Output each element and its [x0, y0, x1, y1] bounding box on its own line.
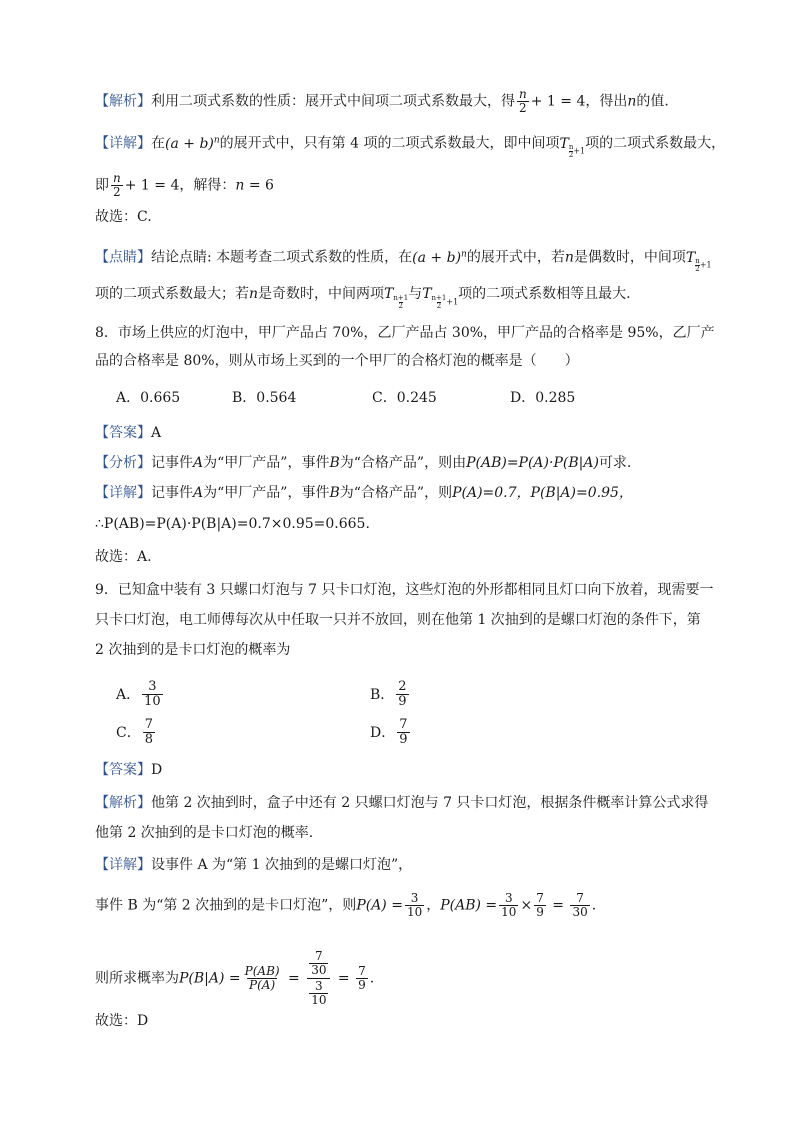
q8-fenxi-text-b: 为“甲厂产品”，事件 [203, 455, 330, 471]
q8-option-d: D．0.285 [510, 390, 576, 406]
q7-dianjing-line: 【点睛】结论点睛: 本题考查二项式系数的性质，在$(a + b)^n$的展开式中，若n是偶数时，中间项T $\frac{n}{2}$ +1 [95, 249, 712, 274]
plus-one-eq-four: + 1 = 4 [124, 177, 180, 194]
period: . [369, 970, 375, 987]
jiexi-tag: 【解析】 [95, 93, 151, 110]
q8-xiangjie-text-b: 为“甲厂产品”，事件 [203, 485, 330, 501]
q7-dianjing-text-b: 的展开式中，若 [466, 249, 565, 266]
q7-jiexi-line: 【解析】利用二项式系数的性质：展开式中间项二项式系数最大，得 $\frac{n}{2}$ + 1 = 4，得出n的值. [95, 87, 669, 115]
q9-final-line [95, 950, 374, 1007]
q9-answer-line [95, 760, 162, 780]
equals-sign: = [547, 897, 569, 914]
q8-answer-value: A [151, 425, 162, 441]
q9-xiangjie-text-1: 设事件 A 为“第 1 次抽到的是螺口灯泡”， [151, 857, 413, 873]
q8-fenxi-line: 【分析】记事件A为“甲厂产品”，事件B为“合格产品”，则由P(AB)=P(A)·P(B|A)可求. [95, 455, 632, 471]
q9-option-b [370, 680, 411, 709]
seven-thirtieths-fraction: $\frac{7}{30}$ [311, 949, 327, 977]
q7-jiexi-text-b: ，得出 [585, 93, 628, 110]
q7-jiexi-text-a: 利用二项式系数的性质：展开式中间项二项式系数最大，得 [151, 93, 515, 110]
comma: ， [426, 897, 441, 914]
q9-stem-2: 只卡口灯泡，电工师傅每次从中任取一只并不放回，则在他第 1 次抽到的是螺口灯泡的条件下，第 [95, 612, 701, 628]
q9-option-c-num: 7 [144, 717, 153, 732]
q7-dianjing-text-a: 结论点睛: 本题考查二项式系数的性质，在 [151, 249, 413, 266]
q9-option-b-label: B． [370, 686, 395, 703]
q9-option-c-fraction [143, 718, 155, 747]
q9-option-a-den: 10 [144, 694, 161, 709]
q8-option-b: B．0.564 [232, 390, 297, 406]
middle-term-T: T $\frac{n}{2}$ +1 [685, 249, 712, 274]
q7-xiangjie-text-c: 项的二项式系数最大， [585, 135, 726, 152]
seven-ninths-fraction: $\frac{7}{9}$ [536, 891, 544, 919]
q9-jiexi-line-2: 他第 2 次抽到的是卡口灯泡的概率. [95, 825, 314, 841]
q8-xiangjie-line: 【详解】记事件A为“甲厂产品”，事件B为“合格产品”，则P(A)=0.7，P(B|A)=0.95， [95, 485, 633, 501]
times-sign: × [520, 897, 533, 914]
q9-option-a-num: 3 [148, 679, 157, 694]
q7-line6-text-c: 与 [408, 286, 423, 302]
q8-fenxi-formula: P(AB)=P(A)·P(B|A) [466, 455, 599, 471]
q8-xiangjie-text-c: 为“合格产品”，则 [339, 485, 453, 501]
pba-expr: P(B|A) = [179, 970, 241, 987]
q9-option-c-label: C． [116, 724, 141, 741]
q9-option-d-den: 9 [399, 732, 408, 747]
q9-option-d-num: 7 [399, 717, 408, 732]
q8-fenxi-text-d: 可求. [598, 455, 632, 471]
n-over-2-fraction: $\frac{n}{2}$ [113, 171, 121, 199]
binomial-expr: $(a + b)^n$ [412, 249, 467, 266]
plus-one-eq-four: + 1 = 4 [530, 93, 586, 110]
q9-option-b-num: 2 [398, 679, 407, 694]
q9-prob-text: 事件 B 为“第 2 次抽到的是卡口灯泡”，则 [95, 897, 357, 914]
q9-stem-1: 9．已知盒中装有 3 只螺口灯泡与 7 只卡口灯泡，这些灯泡的外形都相同且灯口向下放着，现需要一 [95, 582, 714, 598]
q9-option-b-den: 9 [398, 694, 407, 709]
daan-tag: 【答案】 [95, 425, 151, 441]
xiangjie-tag: 【详解】 [95, 485, 151, 501]
dianjing-tag: 【点睛】 [95, 249, 151, 266]
q7-xiangjie-text-b: 的展开式中，只有第 4 项的二项式系数最大，即中间项 [219, 135, 560, 152]
q9-option-a-label: A． [116, 686, 141, 703]
middle-term-T: T $\frac{n}{2}$ +1 [559, 135, 586, 160]
q8-fenxi-text-a: 记事件 [151, 455, 193, 471]
pa-expr: P(A) = [356, 897, 403, 914]
xiangjie-tag: 【详解】 [95, 135, 151, 152]
q9-option-c-den: 8 [144, 732, 153, 747]
q8-answer-line [95, 423, 161, 443]
q7-xiangjie-line [95, 130, 725, 159]
q9-option-d-fraction [397, 718, 409, 747]
q7-solve-line [95, 172, 274, 199]
q7-solve-text-b: ，解得： [179, 177, 236, 194]
period: . [591, 897, 597, 914]
n-over-2-fraction: $\frac{n}{2}$ [519, 87, 527, 115]
fenxi-tag: 【分析】 [95, 455, 151, 471]
n-equals-6: n [235, 177, 245, 194]
q8-fenxi-text-c: 为“合格产品”，则由 [339, 455, 467, 471]
q9-option-a-fraction [142, 680, 163, 709]
q9-xiangjie-line [95, 855, 412, 875]
q9-option-a [116, 680, 165, 709]
q9-prob-line [95, 892, 596, 919]
equals-sign: = [333, 970, 355, 987]
daan-tag: 【答案】 [95, 762, 151, 778]
q7-line6-text-a: 项的二项式系数最大；若 [95, 286, 249, 302]
q9-jiexi-line [95, 793, 708, 813]
q9-jiexi-text-1: 他第 2 次抽到时，盒子中还有 2 只螺口灯泡与 7 只卡口灯泡，根据条件概率计算公式求得 [151, 795, 709, 811]
three-tenths-fraction: $\frac{3}{10}$ [406, 891, 423, 919]
three-tenths-fraction: $\frac{3}{10}$ [501, 891, 517, 919]
q7-dianjing-line-2: 项的二项式系数最大；若n是奇数时，中间两项T $\frac{n+1}{2}$ 与T $\frac{n+1}{2}$ +1项的二项式系数相等且最大. [95, 286, 631, 310]
q9-answer-value: D [151, 762, 163, 778]
q8-option-c: C．0.245 [372, 390, 437, 406]
xiangjie-tag: 【详解】 [95, 857, 151, 873]
q7-xiangjie-text-a: 在 [151, 135, 165, 152]
jiexi-tag: 【解析】 [95, 795, 151, 811]
seven-thirtieths-fraction: $\frac{7}{30}$ [572, 891, 588, 919]
q9-option-d [370, 718, 412, 747]
q9-final-text: 则所求概率为 [95, 970, 179, 987]
q8-xiangjie-text-a: 记事件 [151, 485, 193, 501]
three-tenths-fraction: $\frac{3}{10}$ [311, 979, 327, 1007]
q8-calc-line: ∴P(AB)=P(A)·P(B|A)=0.7×0.95=0.665. [95, 516, 370, 532]
seven-ninths-fraction: $\frac{7}{9}$ [358, 964, 366, 992]
middle-term-T-2: T $\frac{n+1}{2}$ +1 [422, 286, 459, 310]
q7-jiexi-text-c: 的值. [636, 93, 669, 110]
q8-option-a: A．0.665 [116, 390, 181, 406]
binomial-expr: $(a + b)^n$ [165, 135, 220, 152]
q7-answer: 故选：C. [95, 209, 152, 225]
nested-fraction [307, 950, 330, 1007]
q8-stem-1: 8．市场上供应的灯泡中，甲厂产品占 70%，乙厂产品占 30%，甲厂产品的合格率是 95%，乙厂产 [95, 325, 715, 341]
n-value: = 6 [244, 177, 274, 194]
q8-stem-2: 品的合格率是 80%，则从市场上买到的一个甲厂的合格灯泡的概率是（ ） [95, 353, 579, 369]
q9-option-c [116, 718, 157, 747]
q9-stem-3: 2 次抽到的是卡口灯泡的概率为 [95, 642, 291, 658]
equals-sign: = [283, 970, 305, 987]
middle-term-T-1: T $\frac{n+1}{2}$ [384, 286, 409, 310]
q7-line6-text-b: 是奇数时，中间两项 [258, 286, 385, 302]
q7-dianjing-text-c: 是偶数时，中间项 [573, 249, 686, 266]
q8-xiangjie-formula: P(A)=0.7，P(B|A)=0.95， [452, 485, 633, 501]
q9-option-d-label: D． [370, 724, 396, 741]
pab-over-pa-fraction: $\frac{P(AB)}{P(A)}$ [244, 964, 280, 992]
q7-solve-text-a: 即 [95, 177, 109, 194]
q9-answer: 故选：D [95, 1013, 149, 1029]
q7-line6-text-d: 项的二项式系数相等且最大. [458, 286, 631, 302]
q8-answer: 故选：A. [95, 549, 152, 565]
q9-option-b-fraction [396, 680, 408, 709]
pab-expr: P(AB) = [440, 897, 498, 914]
